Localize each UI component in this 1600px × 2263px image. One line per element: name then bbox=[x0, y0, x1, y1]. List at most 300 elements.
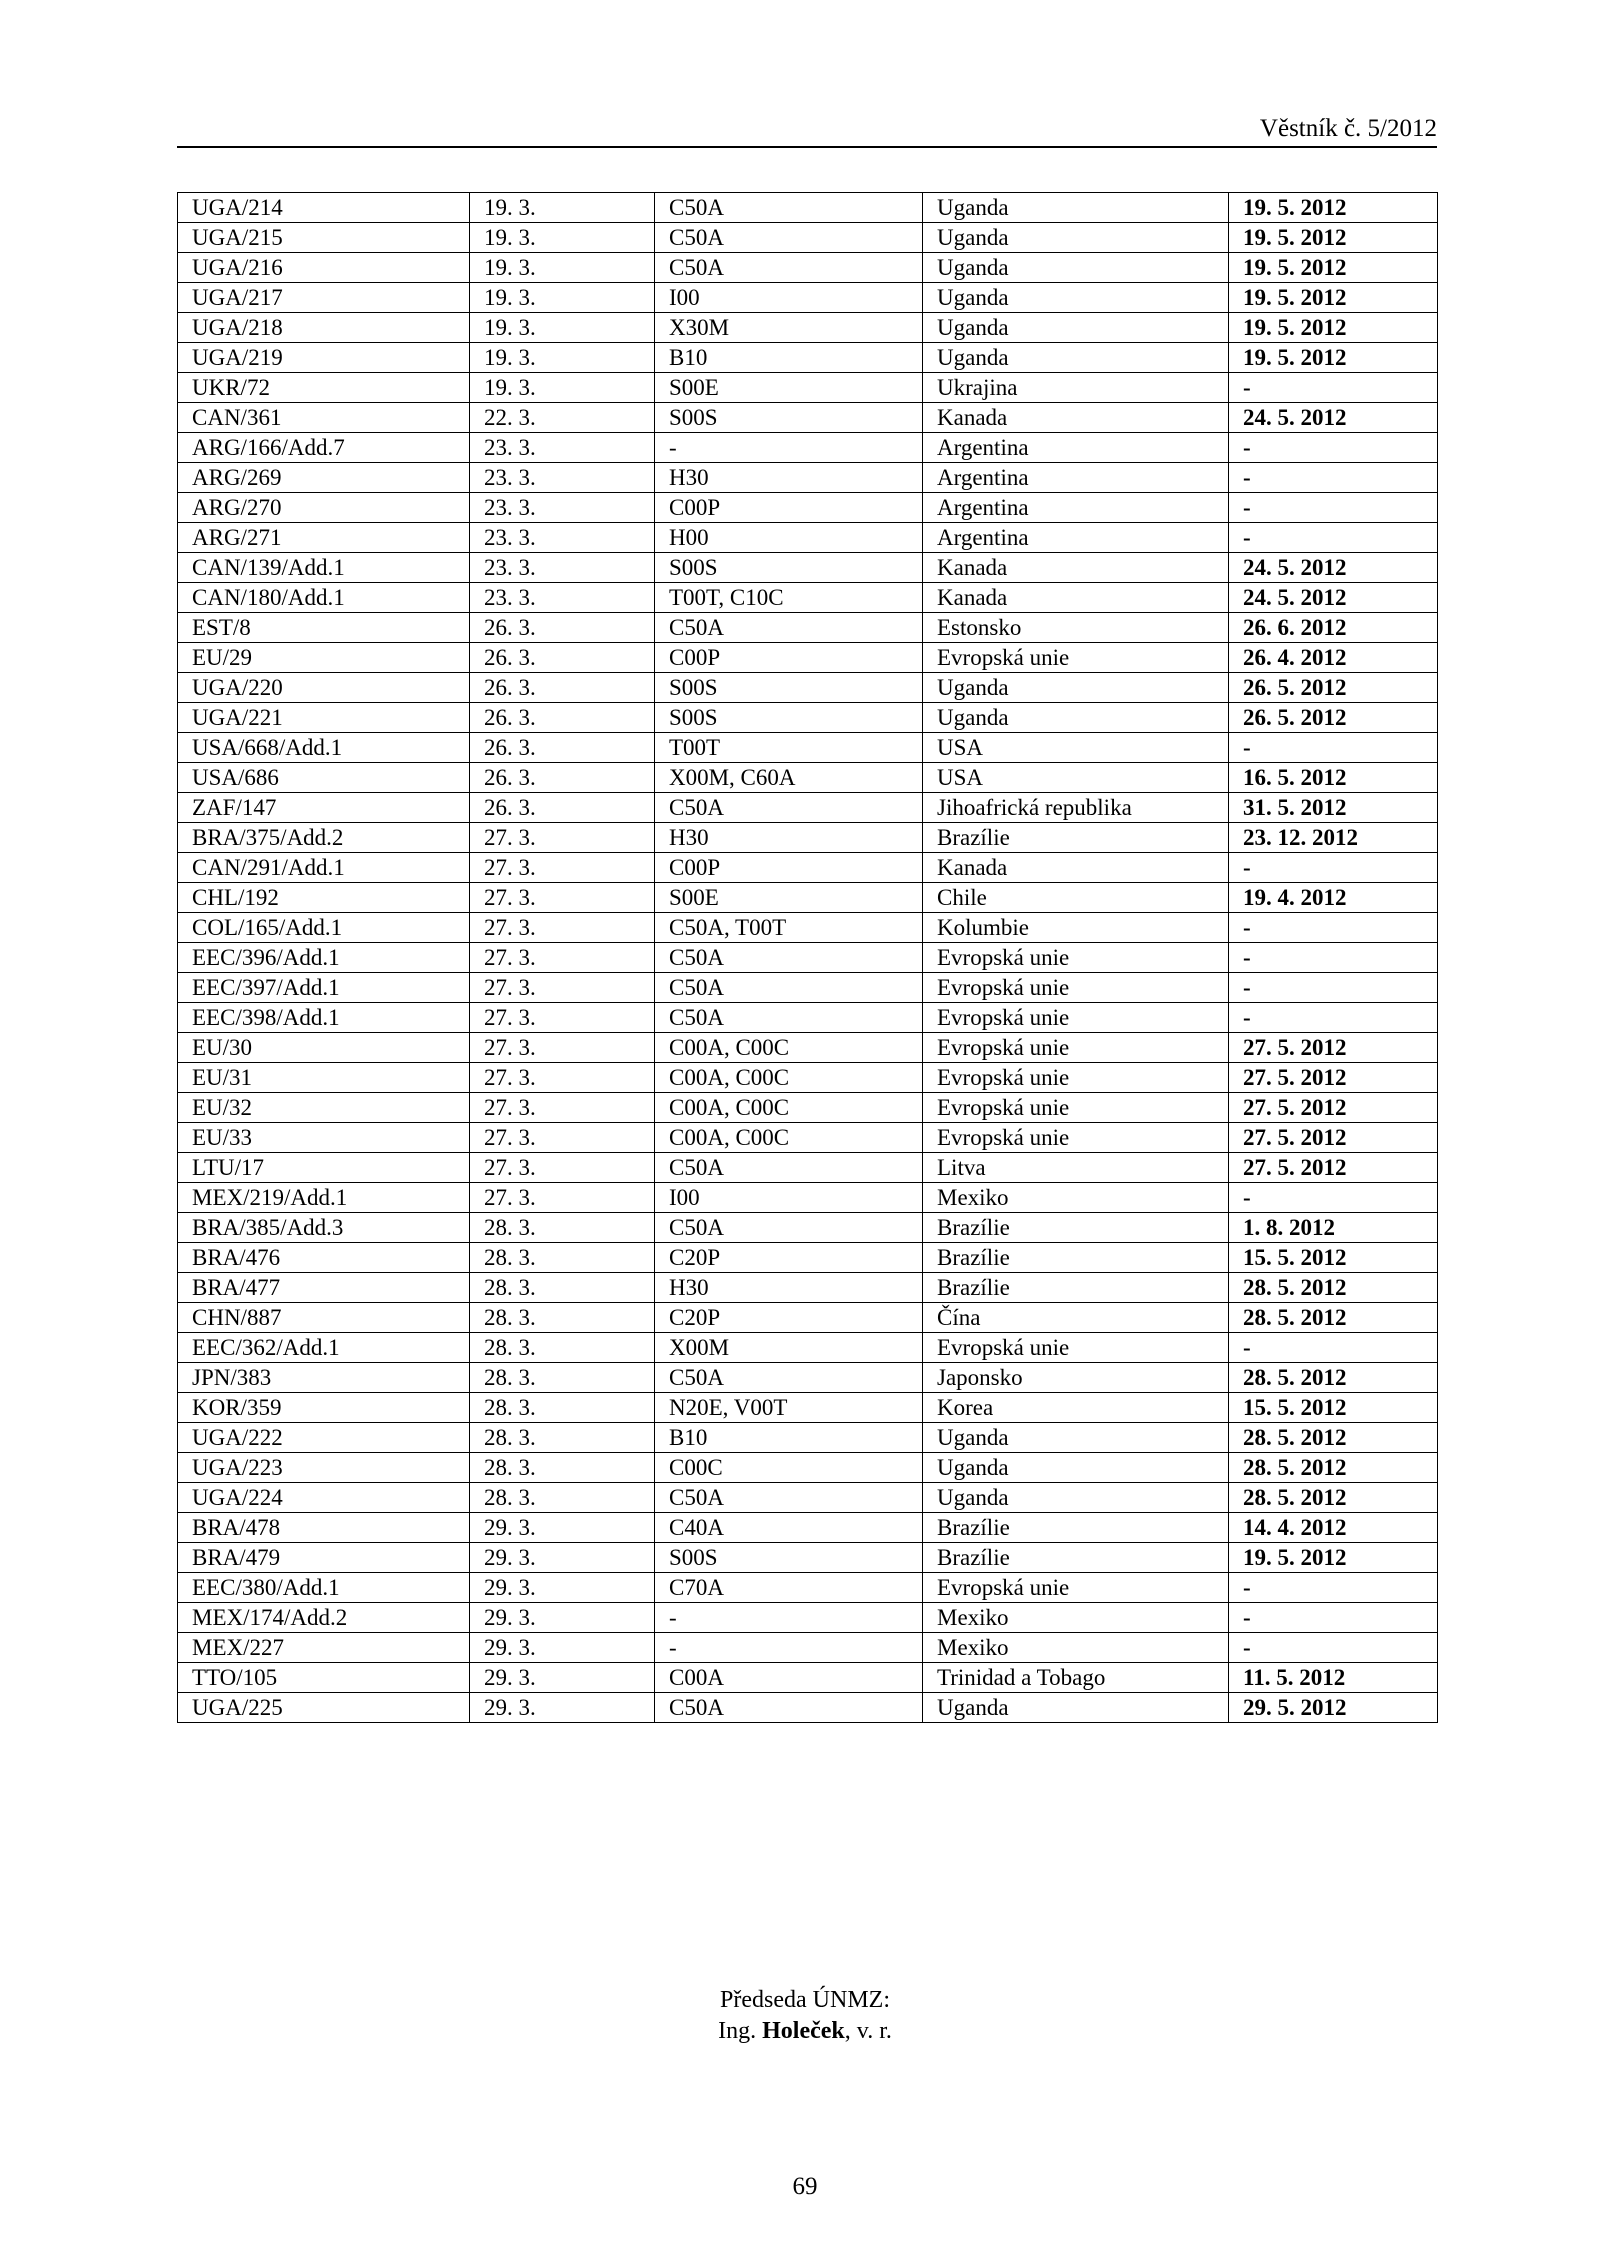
notification-id-cell: UGA/215 bbox=[178, 223, 470, 253]
page-number: 69 bbox=[792, 2173, 818, 2200]
table-row bbox=[178, 763, 1438, 793]
table-row bbox=[178, 1213, 1438, 1243]
table-row bbox=[178, 313, 1438, 343]
deadline-cell: 19. 5. 2012 bbox=[1229, 283, 1438, 313]
code-cell: C50A bbox=[655, 1153, 923, 1183]
deadline-cell: 27. 5. 2012 bbox=[1229, 1093, 1438, 1123]
country-cell: Uganda bbox=[923, 223, 1229, 253]
country-cell: Evropská unie bbox=[923, 1333, 1229, 1363]
deadline-cell: 26. 4. 2012 bbox=[1229, 643, 1438, 673]
code-cell: C50A bbox=[655, 973, 923, 1003]
notifications-table bbox=[177, 192, 1438, 1723]
deadline-cell: - bbox=[1229, 433, 1438, 463]
deadline-cell: - bbox=[1229, 373, 1438, 403]
country-cell: Jihoafrická republika bbox=[923, 793, 1229, 823]
deadline-cell: 27. 5. 2012 bbox=[1229, 1153, 1438, 1183]
country-cell: Evropská unie bbox=[923, 1033, 1229, 1063]
date-cell: 23. 3. bbox=[470, 433, 655, 463]
country-cell: Argentina bbox=[923, 433, 1229, 463]
date-cell: 23. 3. bbox=[470, 553, 655, 583]
table-row bbox=[178, 1273, 1438, 1303]
code-cell: C20P bbox=[655, 1243, 923, 1273]
code-cell: I00 bbox=[655, 1183, 923, 1213]
date-cell: 23. 3. bbox=[470, 523, 655, 553]
table-row bbox=[178, 283, 1438, 313]
deadline-cell: - bbox=[1229, 493, 1438, 523]
date-cell: 19. 3. bbox=[470, 283, 655, 313]
notification-id-cell: BRA/478 bbox=[178, 1513, 470, 1543]
country-cell: Japonsko bbox=[923, 1363, 1229, 1393]
notification-id-cell: UGA/217 bbox=[178, 283, 470, 313]
code-cell: C00P bbox=[655, 853, 923, 883]
date-cell: 28. 3. bbox=[470, 1363, 655, 1393]
date-cell: 26. 3. bbox=[470, 793, 655, 823]
table-row bbox=[178, 643, 1438, 673]
table-row bbox=[178, 463, 1438, 493]
signature-name-line bbox=[0, 2016, 1600, 2047]
date-cell: 27. 3. bbox=[470, 1063, 655, 1093]
notification-id-cell: UGA/220 bbox=[178, 673, 470, 703]
table-row bbox=[178, 1033, 1438, 1063]
country-cell: Uganda bbox=[923, 343, 1229, 373]
deadline-cell: 15. 5. 2012 bbox=[1229, 1243, 1438, 1273]
notification-id-cell: UGA/223 bbox=[178, 1453, 470, 1483]
country-cell: Uganda bbox=[923, 193, 1229, 223]
date-cell: 27. 3. bbox=[470, 943, 655, 973]
date-cell: 19. 3. bbox=[470, 223, 655, 253]
table-row bbox=[178, 253, 1438, 283]
deadline-cell: 19. 5. 2012 bbox=[1229, 223, 1438, 253]
code-cell: S00S bbox=[655, 673, 923, 703]
table-row bbox=[178, 493, 1438, 523]
notification-id-cell: CAN/139/Add.1 bbox=[178, 553, 470, 583]
notification-id-cell: BRA/479 bbox=[178, 1543, 470, 1573]
code-cell: B10 bbox=[655, 343, 923, 373]
notification-id-cell: CAN/291/Add.1 bbox=[178, 853, 470, 883]
date-cell: 29. 3. bbox=[470, 1633, 655, 1663]
deadline-cell: 27. 5. 2012 bbox=[1229, 1063, 1438, 1093]
country-cell: Mexiko bbox=[923, 1603, 1229, 1633]
date-cell: 19. 3. bbox=[470, 313, 655, 343]
signature-role: Předseda ÚNMZ: bbox=[720, 1987, 890, 2013]
notification-id-cell: EEC/398/Add.1 bbox=[178, 1003, 470, 1033]
deadline-cell: 28. 5. 2012 bbox=[1229, 1453, 1438, 1483]
date-cell: 27. 3. bbox=[470, 1153, 655, 1183]
date-cell: 29. 3. bbox=[470, 1513, 655, 1543]
date-cell: 27. 3. bbox=[470, 853, 655, 883]
code-cell: C50A bbox=[655, 793, 923, 823]
table-row bbox=[178, 1423, 1438, 1453]
country-cell: Kanada bbox=[923, 853, 1229, 883]
deadline-cell: - bbox=[1229, 1603, 1438, 1633]
code-cell: C00P bbox=[655, 493, 923, 523]
table-row bbox=[178, 1543, 1438, 1573]
table-row bbox=[178, 733, 1438, 763]
date-cell: 29. 3. bbox=[470, 1663, 655, 1693]
code-cell: B10 bbox=[655, 1423, 923, 1453]
country-cell: Kanada bbox=[923, 553, 1229, 583]
code-cell: C00P bbox=[655, 643, 923, 673]
country-cell: Argentina bbox=[923, 523, 1229, 553]
date-cell: 19. 3. bbox=[470, 343, 655, 373]
code-cell: C00A, C00C bbox=[655, 1123, 923, 1153]
table-row bbox=[178, 373, 1438, 403]
code-cell: S00S bbox=[655, 553, 923, 583]
notification-id-cell: COL/165/Add.1 bbox=[178, 913, 470, 943]
deadline-cell: 28. 5. 2012 bbox=[1229, 1273, 1438, 1303]
country-cell: Trinidad a Tobago bbox=[923, 1663, 1229, 1693]
deadline-cell: 24. 5. 2012 bbox=[1229, 583, 1438, 613]
date-cell: 28. 3. bbox=[470, 1393, 655, 1423]
country-cell: Kanada bbox=[923, 403, 1229, 433]
table-row bbox=[178, 403, 1438, 433]
table-row bbox=[178, 1603, 1438, 1633]
notifications-table-body bbox=[178, 193, 1438, 1723]
notification-id-cell: EU/29 bbox=[178, 643, 470, 673]
notification-id-cell: KOR/359 bbox=[178, 1393, 470, 1423]
code-cell: S00S bbox=[655, 1543, 923, 1573]
notification-id-cell: UGA/218 bbox=[178, 313, 470, 343]
code-cell: X00M bbox=[655, 1333, 923, 1363]
signature-suffix: , v. r. bbox=[844, 2018, 892, 2044]
country-cell: Evropská unie bbox=[923, 1063, 1229, 1093]
notification-id-cell: EEC/396/Add.1 bbox=[178, 943, 470, 973]
code-cell: N20E, V00T bbox=[655, 1393, 923, 1423]
date-cell: 26. 3. bbox=[470, 763, 655, 793]
deadline-cell: 29. 5. 2012 bbox=[1229, 1693, 1438, 1723]
table-row bbox=[178, 793, 1438, 823]
deadline-cell: 19. 5. 2012 bbox=[1229, 313, 1438, 343]
deadline-cell: 1. 8. 2012 bbox=[1229, 1213, 1438, 1243]
date-cell: 27. 3. bbox=[470, 1093, 655, 1123]
deadline-cell: 28. 5. 2012 bbox=[1229, 1303, 1438, 1333]
country-cell: USA bbox=[923, 733, 1229, 763]
date-cell: 19. 3. bbox=[470, 193, 655, 223]
date-cell: 26. 3. bbox=[470, 673, 655, 703]
date-cell: 27. 3. bbox=[470, 1033, 655, 1063]
date-cell: 27. 3. bbox=[470, 913, 655, 943]
notification-id-cell: EU/32 bbox=[178, 1093, 470, 1123]
country-cell: Brazílie bbox=[923, 1273, 1229, 1303]
date-cell: 28. 3. bbox=[470, 1273, 655, 1303]
date-cell: 19. 3. bbox=[470, 373, 655, 403]
notification-id-cell: UGA/222 bbox=[178, 1423, 470, 1453]
notification-id-cell: EST/8 bbox=[178, 613, 470, 643]
date-cell: 28. 3. bbox=[470, 1423, 655, 1453]
date-cell: 26. 3. bbox=[470, 643, 655, 673]
date-cell: 23. 3. bbox=[470, 583, 655, 613]
deadline-cell: 26. 6. 2012 bbox=[1229, 613, 1438, 643]
table-row bbox=[178, 193, 1438, 223]
date-cell: 28. 3. bbox=[470, 1453, 655, 1483]
notification-id-cell: CHN/887 bbox=[178, 1303, 470, 1333]
code-cell: C70A bbox=[655, 1573, 923, 1603]
date-cell: 26. 3. bbox=[470, 703, 655, 733]
table-row bbox=[178, 1153, 1438, 1183]
deadline-cell: 15. 5. 2012 bbox=[1229, 1393, 1438, 1423]
table-row bbox=[178, 583, 1438, 613]
code-cell: S00S bbox=[655, 703, 923, 733]
table-row bbox=[178, 1513, 1438, 1543]
notification-id-cell: ARG/271 bbox=[178, 523, 470, 553]
code-cell: C00C bbox=[655, 1453, 923, 1483]
code-cell: S00E bbox=[655, 883, 923, 913]
deadline-cell: 24. 5. 2012 bbox=[1229, 553, 1438, 583]
table-row bbox=[178, 673, 1438, 703]
signature-prefix: Ing. bbox=[718, 2018, 757, 2044]
deadline-cell: 26. 5. 2012 bbox=[1229, 673, 1438, 703]
deadline-cell: - bbox=[1229, 943, 1438, 973]
date-cell: 22. 3. bbox=[470, 403, 655, 433]
table-row bbox=[178, 343, 1438, 373]
country-cell: Evropská unie bbox=[923, 1123, 1229, 1153]
country-cell: Litva bbox=[923, 1153, 1229, 1183]
country-cell: Evropská unie bbox=[923, 973, 1229, 1003]
date-cell: 19. 3. bbox=[470, 253, 655, 283]
code-cell: H30 bbox=[655, 463, 923, 493]
deadline-cell: - bbox=[1229, 1633, 1438, 1663]
country-cell: Uganda bbox=[923, 1423, 1229, 1453]
signature-surname: Holeček bbox=[762, 2018, 845, 2044]
notification-id-cell: CHL/192 bbox=[178, 883, 470, 913]
deadline-cell: - bbox=[1229, 913, 1438, 943]
deadline-cell: 14. 4. 2012 bbox=[1229, 1513, 1438, 1543]
table-row bbox=[178, 703, 1438, 733]
table-row bbox=[178, 613, 1438, 643]
notification-id-cell: CAN/361 bbox=[178, 403, 470, 433]
deadline-cell: 26. 5. 2012 bbox=[1229, 703, 1438, 733]
country-cell: Uganda bbox=[923, 313, 1229, 343]
deadline-cell: - bbox=[1229, 523, 1438, 553]
date-cell: 28. 3. bbox=[470, 1213, 655, 1243]
notification-id-cell: EEC/380/Add.1 bbox=[178, 1573, 470, 1603]
notification-id-cell: USA/668/Add.1 bbox=[178, 733, 470, 763]
table-row bbox=[178, 1063, 1438, 1093]
notification-id-cell: JPN/383 bbox=[178, 1363, 470, 1393]
code-cell: - bbox=[655, 1603, 923, 1633]
country-cell: Kolumbie bbox=[923, 913, 1229, 943]
notification-id-cell: BRA/476 bbox=[178, 1243, 470, 1273]
date-cell: 23. 3. bbox=[470, 463, 655, 493]
deadline-cell: 28. 5. 2012 bbox=[1229, 1483, 1438, 1513]
code-cell: C50A bbox=[655, 1483, 923, 1513]
date-cell: 23. 3. bbox=[470, 493, 655, 523]
country-cell: Uganda bbox=[923, 703, 1229, 733]
table-row bbox=[178, 973, 1438, 1003]
date-cell: 28. 3. bbox=[470, 1483, 655, 1513]
deadline-cell: 19. 5. 2012 bbox=[1229, 253, 1438, 283]
code-cell: T00T bbox=[655, 733, 923, 763]
country-cell: Korea bbox=[923, 1393, 1229, 1423]
notification-id-cell: CAN/180/Add.1 bbox=[178, 583, 470, 613]
country-cell: Brazílie bbox=[923, 1213, 1229, 1243]
page-header-title: Věstník č. 5/2012 bbox=[1259, 115, 1437, 142]
deadline-cell: 16. 5. 2012 bbox=[1229, 763, 1438, 793]
date-cell: 27. 3. bbox=[470, 883, 655, 913]
code-cell: C40A bbox=[655, 1513, 923, 1543]
notification-id-cell: UGA/216 bbox=[178, 253, 470, 283]
code-cell: S00S bbox=[655, 403, 923, 433]
date-cell: 28. 3. bbox=[470, 1303, 655, 1333]
date-cell: 28. 3. bbox=[470, 1243, 655, 1273]
code-cell: H30 bbox=[655, 823, 923, 853]
notification-id-cell: MEX/174/Add.2 bbox=[178, 1603, 470, 1633]
country-cell: Uganda bbox=[923, 283, 1229, 313]
country-cell: Brazílie bbox=[923, 1243, 1229, 1273]
country-cell: Uganda bbox=[923, 1693, 1229, 1723]
notification-id-cell: EU/31 bbox=[178, 1063, 470, 1093]
notification-id-cell: MEX/227 bbox=[178, 1633, 470, 1663]
deadline-cell: 19. 5. 2012 bbox=[1229, 1543, 1438, 1573]
deadline-cell: 27. 5. 2012 bbox=[1229, 1123, 1438, 1153]
date-cell: 29. 3. bbox=[470, 1543, 655, 1573]
date-cell: 27. 3. bbox=[470, 1003, 655, 1033]
code-cell: S00E bbox=[655, 373, 923, 403]
country-cell: Uganda bbox=[923, 1483, 1229, 1513]
table-row bbox=[178, 1243, 1438, 1273]
table-row bbox=[178, 1633, 1438, 1663]
country-cell: Ukrajina bbox=[923, 373, 1229, 403]
notification-id-cell: BRA/477 bbox=[178, 1273, 470, 1303]
country-cell: Evropská unie bbox=[923, 1573, 1229, 1603]
notification-id-cell: UGA/219 bbox=[178, 343, 470, 373]
notification-id-cell: ARG/166/Add.7 bbox=[178, 433, 470, 463]
code-cell: C50A bbox=[655, 943, 923, 973]
code-cell: I00 bbox=[655, 283, 923, 313]
country-cell: Evropská unie bbox=[923, 943, 1229, 973]
date-cell: 27. 3. bbox=[470, 973, 655, 1003]
table-row bbox=[178, 943, 1438, 973]
notification-id-cell: UGA/214 bbox=[178, 193, 470, 223]
date-cell: 27. 3. bbox=[470, 823, 655, 853]
country-cell: USA bbox=[923, 763, 1229, 793]
table-row bbox=[178, 1333, 1438, 1363]
country-cell: Evropská unie bbox=[923, 1003, 1229, 1033]
country-cell: Mexiko bbox=[923, 1633, 1229, 1663]
notification-id-cell: TTO/105 bbox=[178, 1663, 470, 1693]
deadline-cell: - bbox=[1229, 1183, 1438, 1213]
code-cell: C50A bbox=[655, 253, 923, 283]
code-cell: C50A bbox=[655, 613, 923, 643]
code-cell: H00 bbox=[655, 523, 923, 553]
table-row bbox=[178, 1393, 1438, 1423]
table-row bbox=[178, 1303, 1438, 1333]
deadline-cell: - bbox=[1229, 1003, 1438, 1033]
date-cell: 29. 3. bbox=[470, 1603, 655, 1633]
table-row bbox=[178, 823, 1438, 853]
code-cell: C50A bbox=[655, 223, 923, 253]
deadline-cell: 19. 5. 2012 bbox=[1229, 343, 1438, 373]
code-cell: X30M bbox=[655, 313, 923, 343]
notification-id-cell: EEC/362/Add.1 bbox=[178, 1333, 470, 1363]
table-row bbox=[178, 1483, 1438, 1513]
table-row bbox=[178, 1663, 1438, 1693]
signature-block bbox=[0, 1985, 1600, 2047]
date-cell: 27. 3. bbox=[470, 1183, 655, 1213]
notification-id-cell: UGA/221 bbox=[178, 703, 470, 733]
country-cell: Čína bbox=[923, 1303, 1229, 1333]
table-row bbox=[178, 1693, 1438, 1723]
country-cell: Uganda bbox=[923, 1453, 1229, 1483]
deadline-cell: 24. 5. 2012 bbox=[1229, 403, 1438, 433]
table-row bbox=[178, 1093, 1438, 1123]
notification-id-cell: EU/30 bbox=[178, 1033, 470, 1063]
deadline-cell: - bbox=[1229, 1573, 1438, 1603]
table-row bbox=[178, 1183, 1438, 1213]
country-cell: Uganda bbox=[923, 253, 1229, 283]
table-row bbox=[178, 913, 1438, 943]
code-cell: C20P bbox=[655, 1303, 923, 1333]
date-cell: 29. 3. bbox=[470, 1573, 655, 1603]
code-cell: C50A bbox=[655, 193, 923, 223]
code-cell: C50A, T00T bbox=[655, 913, 923, 943]
notification-id-cell: ARG/270 bbox=[178, 493, 470, 523]
country-cell: Uganda bbox=[923, 673, 1229, 703]
table-row bbox=[178, 1003, 1438, 1033]
code-cell: C00A, C00C bbox=[655, 1033, 923, 1063]
table-row bbox=[178, 433, 1438, 463]
deadline-cell: 11. 5. 2012 bbox=[1229, 1663, 1438, 1693]
deadline-cell: 27. 5. 2012 bbox=[1229, 1033, 1438, 1063]
country-cell: Brazílie bbox=[923, 1543, 1229, 1573]
deadline-cell: 19. 5. 2012 bbox=[1229, 193, 1438, 223]
notification-id-cell: EEC/397/Add.1 bbox=[178, 973, 470, 1003]
code-cell: C00A bbox=[655, 1663, 923, 1693]
table-row bbox=[178, 1123, 1438, 1153]
country-cell: Chile bbox=[923, 883, 1229, 913]
code-cell: C00A, C00C bbox=[655, 1093, 923, 1123]
date-cell: 26. 3. bbox=[470, 613, 655, 643]
deadline-cell: - bbox=[1229, 1333, 1438, 1363]
date-cell: 29. 3. bbox=[470, 1693, 655, 1723]
notification-id-cell: UGA/225 bbox=[178, 1693, 470, 1723]
country-cell: Mexiko bbox=[923, 1183, 1229, 1213]
deadline-cell: 28. 5. 2012 bbox=[1229, 1423, 1438, 1453]
date-cell: 27. 3. bbox=[470, 1123, 655, 1153]
code-cell: X00M, C60A bbox=[655, 763, 923, 793]
deadline-cell: 31. 5. 2012 bbox=[1229, 793, 1438, 823]
table-row bbox=[178, 223, 1438, 253]
header-rule bbox=[177, 146, 1437, 148]
code-cell: C50A bbox=[655, 1003, 923, 1033]
country-cell: Evropská unie bbox=[923, 1093, 1229, 1123]
country-cell: Brazílie bbox=[923, 823, 1229, 853]
table-row bbox=[178, 553, 1438, 583]
deadline-cell: 28. 5. 2012 bbox=[1229, 1363, 1438, 1393]
table-row bbox=[178, 523, 1438, 553]
notification-id-cell: EU/33 bbox=[178, 1123, 470, 1153]
notification-id-cell: UGA/224 bbox=[178, 1483, 470, 1513]
notification-id-cell: MEX/219/Add.1 bbox=[178, 1183, 470, 1213]
notification-id-cell: BRA/385/Add.3 bbox=[178, 1213, 470, 1243]
deadline-cell: 23. 12. 2012 bbox=[1229, 823, 1438, 853]
table-row bbox=[178, 1453, 1438, 1483]
country-cell: Argentina bbox=[923, 493, 1229, 523]
deadline-cell: 19. 4. 2012 bbox=[1229, 883, 1438, 913]
notification-id-cell: ZAF/147 bbox=[178, 793, 470, 823]
deadline-cell: - bbox=[1229, 973, 1438, 1003]
notification-id-cell: ARG/269 bbox=[178, 463, 470, 493]
notification-id-cell: LTU/17 bbox=[178, 1153, 470, 1183]
code-cell: C50A bbox=[655, 1213, 923, 1243]
country-cell: Estonsko bbox=[923, 613, 1229, 643]
country-cell: Argentina bbox=[923, 463, 1229, 493]
deadline-cell: - bbox=[1229, 733, 1438, 763]
code-cell: H30 bbox=[655, 1273, 923, 1303]
deadline-cell: - bbox=[1229, 853, 1438, 883]
country-cell: Kanada bbox=[923, 583, 1229, 613]
date-cell: 28. 3. bbox=[470, 1333, 655, 1363]
